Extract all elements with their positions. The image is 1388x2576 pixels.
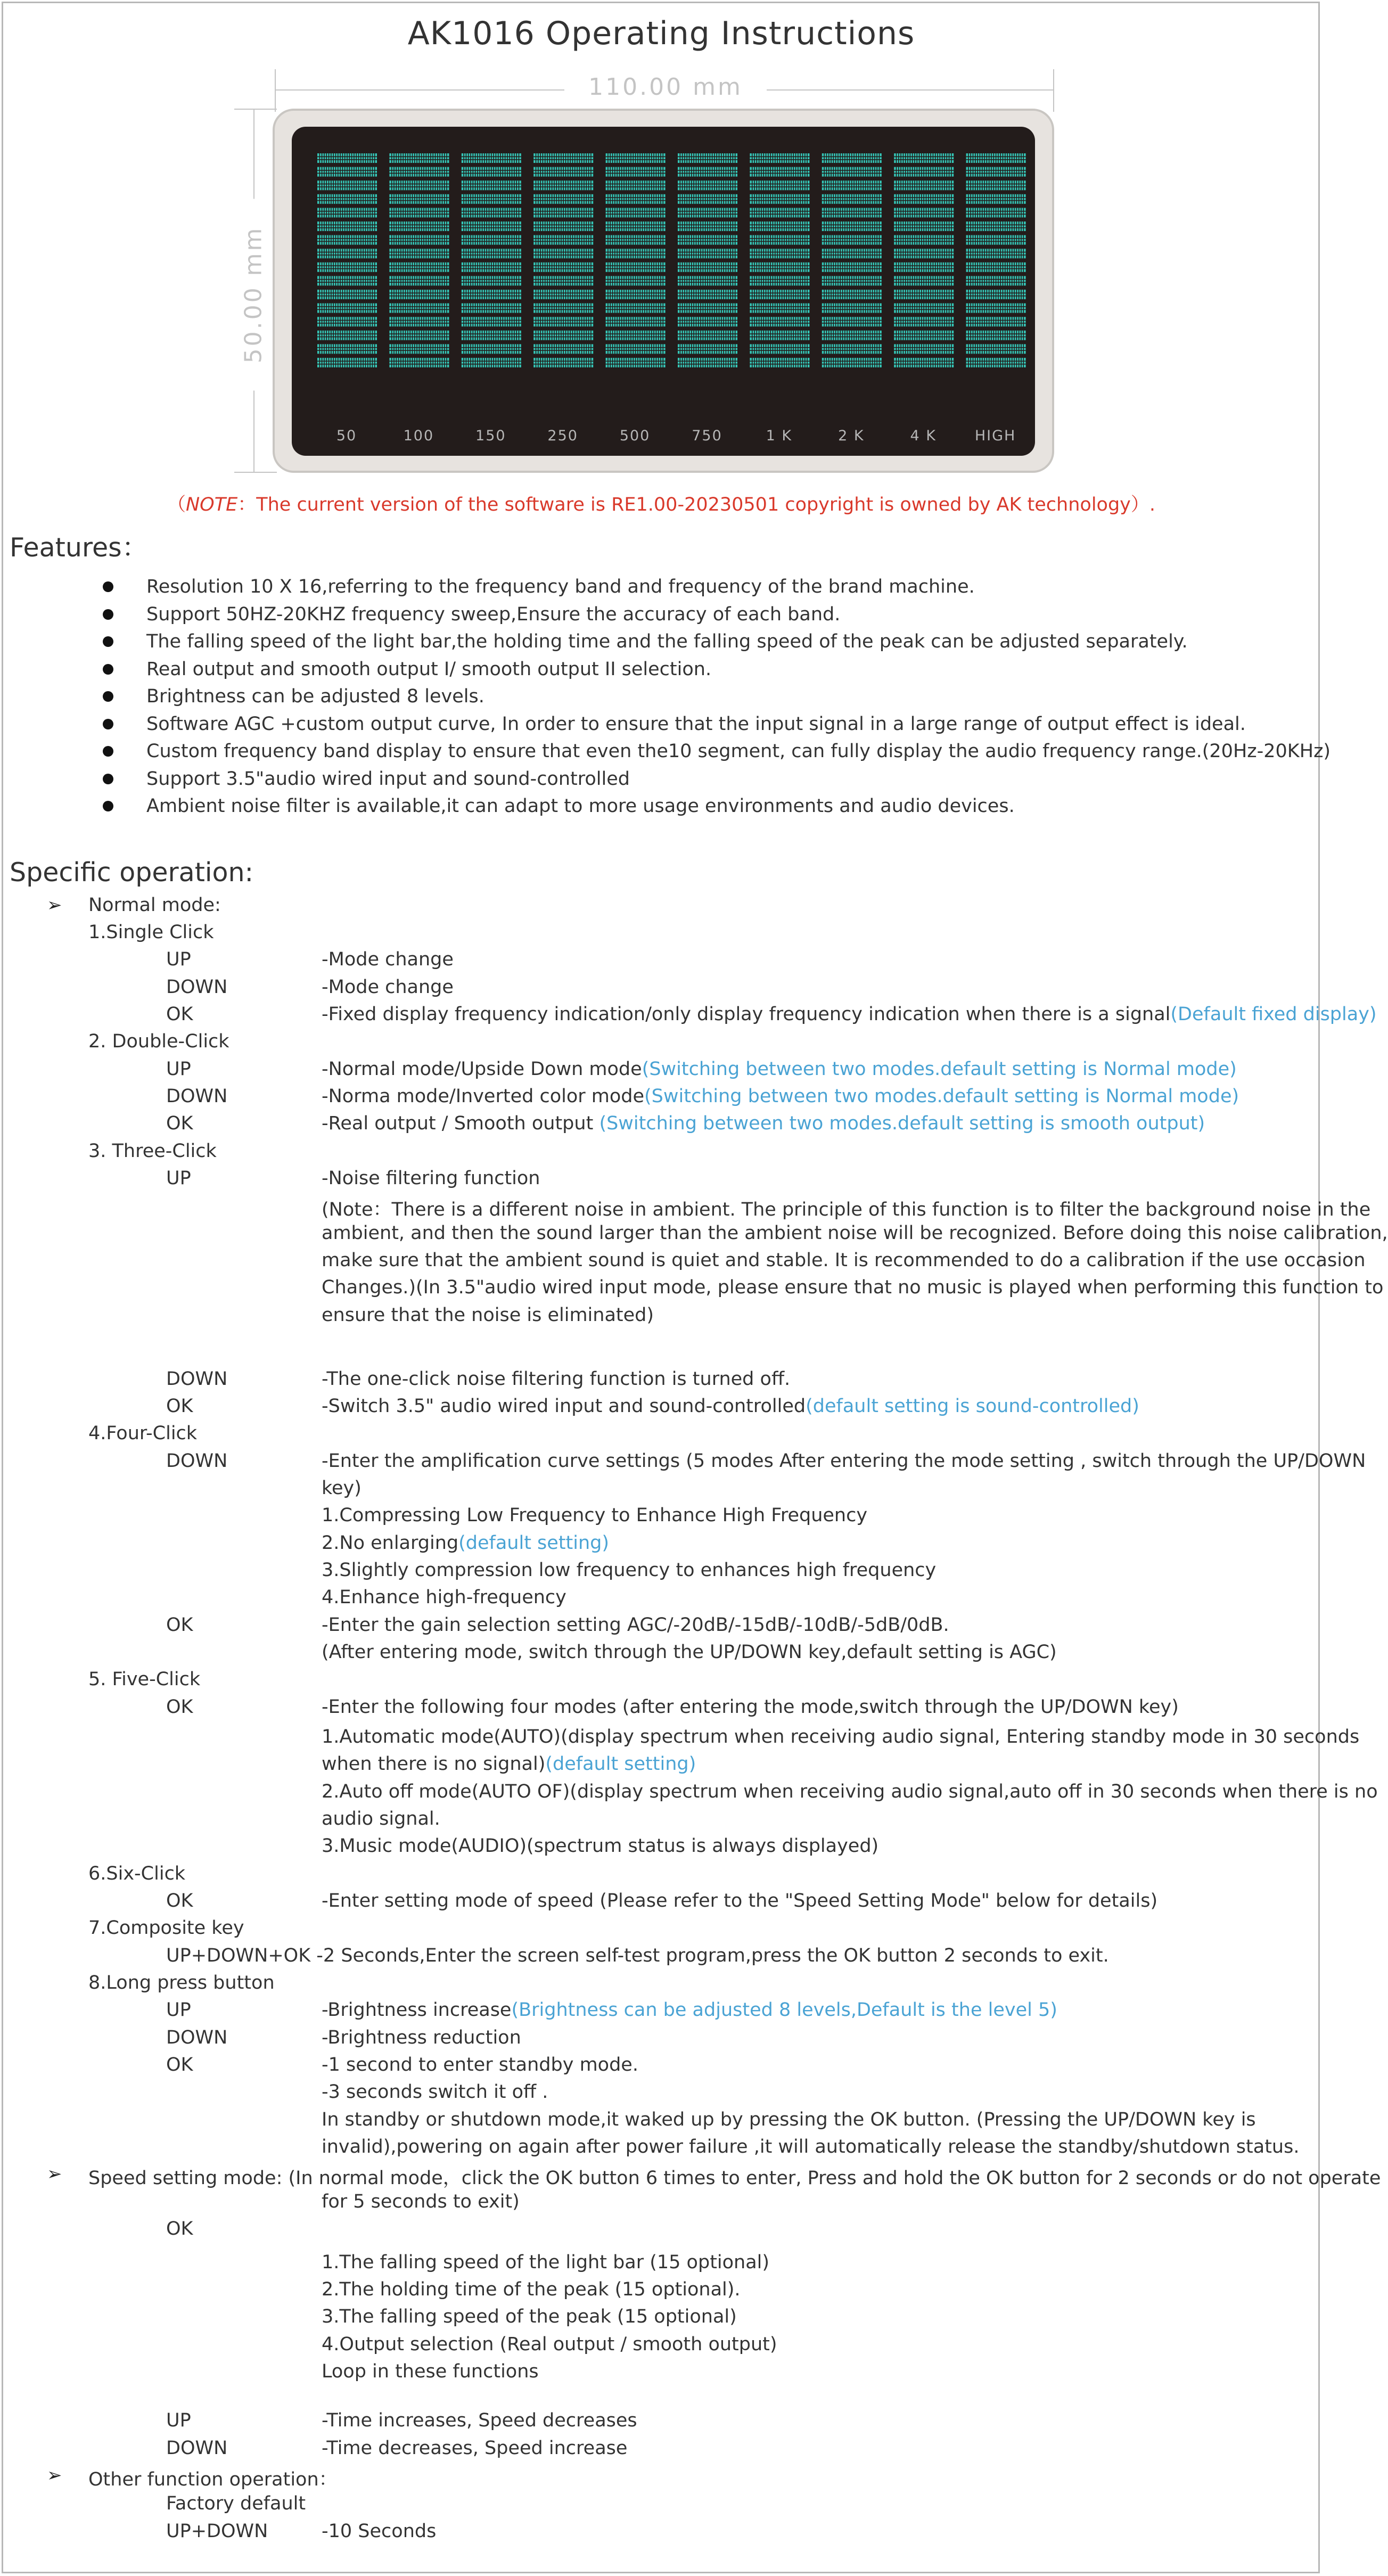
action-description: -The one-click noise filtering function is turned off. xyxy=(322,1368,791,1390)
led-segment xyxy=(894,221,954,231)
frequency-label: 2 K xyxy=(838,428,865,444)
action-description: -Switch 3.5" audio wired input and sound-controlled(default setting is sound-controlled) xyxy=(322,1396,1139,1417)
curve-option: 4.Enhance high-frequency xyxy=(322,1587,566,1608)
led-segment xyxy=(462,276,521,285)
key-label: UP+DOWN xyxy=(166,2521,268,2542)
factory-default-label: Factory default xyxy=(166,2493,306,2514)
led-segment xyxy=(462,262,521,272)
curve-option: 3.Slightly compression low frequency to enhances high frequency xyxy=(322,1560,937,1581)
led-segment xyxy=(678,221,737,231)
led-segment xyxy=(678,194,737,204)
key-label: OK xyxy=(166,1004,193,1025)
key-label: OK xyxy=(166,2218,193,2239)
key-label: UP xyxy=(166,2410,191,2431)
action-description: -10 Seconds xyxy=(322,2521,437,2542)
default-hint: (default setting) xyxy=(458,1532,610,1554)
led-segment xyxy=(462,331,521,340)
default-hint: (Brightness can be adjusted 8 levels,Default is the level 5) xyxy=(511,1999,1057,2021)
feature-item: Support 3.5"audio wired input and sound-controlled xyxy=(146,768,630,790)
key-label: OK xyxy=(166,2054,193,2075)
led-segment xyxy=(533,249,593,258)
action-description: -Time increases, Speed decreases xyxy=(322,2410,637,2431)
led-segment xyxy=(389,235,449,245)
led-segment xyxy=(462,194,521,204)
led-segment xyxy=(966,249,1026,258)
led-segment xyxy=(606,221,666,231)
frequency-label: 1 K xyxy=(766,428,793,444)
five-click-title: 5. Five-Click xyxy=(88,1669,201,1690)
led-segment xyxy=(750,276,809,285)
led-segment xyxy=(822,262,882,272)
action-description: -Noise filtering function xyxy=(322,1168,540,1189)
mode-option: 1.Automatic mode(AUTO)(display spectrum when receiving audio signal, Entering standby mode in 30 seconds xyxy=(322,1726,1360,1748)
led-segment xyxy=(606,262,666,272)
led-segment xyxy=(966,344,1026,354)
mode-option: 3.Music mode(AUDIO)(spectrum status is always displayed) xyxy=(322,1835,879,1857)
long-press-title: 8.Long press button xyxy=(88,1972,275,1993)
led-segment xyxy=(894,303,954,313)
led-segment xyxy=(678,317,737,326)
led-segment xyxy=(606,276,666,285)
led-segment xyxy=(678,167,737,177)
led-segment xyxy=(462,249,521,258)
composite-key-title: 7.Composite key xyxy=(88,1917,244,1939)
action-description: -Enter the following four modes (after entering the mode,switch through the UP/DOWN key) xyxy=(322,1696,1179,1718)
other-function-title: Other function operation： xyxy=(88,2469,338,2490)
feature-item: Support 50HZ-20KHZ frequency sweep,Ensure the accuracy of each band. xyxy=(146,604,841,625)
bullet-dot-icon xyxy=(103,719,113,729)
led-segment xyxy=(750,249,809,258)
led-segment xyxy=(462,317,521,326)
led-segment xyxy=(533,290,593,299)
led-segment xyxy=(317,290,377,299)
led-segment xyxy=(966,194,1026,204)
led-segment xyxy=(389,303,449,313)
led-segment xyxy=(822,276,882,285)
noise-note-line: ensure that the noise is eliminated) xyxy=(322,1305,654,1326)
led-segment xyxy=(533,181,593,190)
double-click-title: 2. Double-Click xyxy=(88,1031,229,1052)
action-description: -Norma mode/Inverted color mode(Switching between two modes.default setting is Normal mode) xyxy=(322,1086,1239,1107)
feature-item: Brightness can be adjusted 8 levels. xyxy=(146,686,484,707)
led-segment xyxy=(462,358,521,367)
device-illustration xyxy=(273,109,1054,473)
led-segment xyxy=(750,262,809,272)
led-segment xyxy=(894,262,954,272)
feature-item: Custom frequency band display to ensure that even the10 segment, can fully display the audio frequency range.(20Hz-20KHz) xyxy=(146,741,1331,762)
arrow-bullet-icon: ➢ xyxy=(47,895,62,916)
frequency-label: 4 K xyxy=(910,428,937,444)
led-segment xyxy=(317,303,377,313)
led-segment xyxy=(966,208,1026,217)
led-segment xyxy=(966,276,1026,285)
led-segment xyxy=(389,208,449,217)
action-description: -Enter setting mode of speed (Please refer to the "Speed Setting Mode" below for details) xyxy=(322,1890,1158,1912)
arrow-bullet-icon: ➢ xyxy=(47,2163,62,2185)
led-segment xyxy=(606,249,666,258)
curve-option: 1.Compressing Low Frequency to Enhance High Frequency xyxy=(322,1505,868,1526)
feature-item: Ambient noise filter is available,it can adapt to more usage environments and audio devices. xyxy=(146,795,1015,817)
led-segment xyxy=(606,290,666,299)
led-segment xyxy=(678,303,737,313)
led-segment xyxy=(606,303,666,313)
led-segment xyxy=(606,358,666,367)
six-click-title: 6.Six-Click xyxy=(88,1863,186,1884)
key-label: OK xyxy=(166,1890,193,1912)
key-label: OK xyxy=(166,1113,193,1134)
led-segment xyxy=(966,221,1026,231)
four-click-title: 4.Four-Click xyxy=(88,1423,198,1444)
action-description: -Brightness reduction xyxy=(322,2027,521,2048)
noise-note-line: make sure that the ambient sound is quiet and stable. It is recommended to do a calibration if the use occasion xyxy=(322,1250,1366,1271)
bullet-dot-icon xyxy=(103,746,113,757)
action-description: -Enter the gain selection setting AGC/-20dB/-15dB/-10dB/-5dB/0dB. xyxy=(322,1614,949,1636)
led-segment xyxy=(750,358,809,367)
led-segment xyxy=(462,167,521,177)
speed-option: 2.The holding time of the peak (15 optional). xyxy=(322,2279,741,2300)
led-segment xyxy=(462,208,521,217)
key-label: DOWN xyxy=(166,1450,228,1472)
led-segment xyxy=(462,303,521,313)
frequency-label: 250 xyxy=(547,428,578,444)
frequency-label: 50 xyxy=(336,428,357,444)
height-dimension-tick-bottom xyxy=(234,472,277,473)
key-label: DOWN xyxy=(166,2438,228,2459)
default-hint: (Switching between two modes.default setting is Normal mode) xyxy=(644,1086,1239,1107)
led-segment xyxy=(606,208,666,217)
led-segment xyxy=(533,153,593,163)
led-segment xyxy=(822,317,882,326)
default-hint: (default setting) xyxy=(545,1753,696,1775)
mode-option: audio signal. xyxy=(322,1808,440,1830)
key-label: UP xyxy=(166,949,191,970)
action-description: -Real output / Smooth output (Switching between two modes.default setting is smooth output) xyxy=(322,1113,1205,1134)
led-segment xyxy=(606,167,666,177)
led-segment xyxy=(462,221,521,231)
led-segment xyxy=(678,358,737,367)
led-segment xyxy=(822,358,882,367)
led-segment xyxy=(894,358,954,367)
frequency-label: 150 xyxy=(475,428,506,444)
action-description: -Fixed display frequency indication/only display frequency indication when there is a signal(Default fixed display) xyxy=(322,1004,1377,1025)
frequency-label: HIGH xyxy=(974,428,1016,444)
led-segment xyxy=(822,208,882,217)
led-segment xyxy=(389,358,449,367)
bullet-dot-icon xyxy=(103,636,113,647)
led-segment xyxy=(750,344,809,354)
led-segment xyxy=(822,235,882,245)
led-segment xyxy=(678,290,737,299)
action-description: In standby or shutdown mode,it waked up by pressing the OK button. (Pressing the UP/DOWN key is xyxy=(322,2109,1256,2130)
led-segment xyxy=(317,249,377,258)
led-segment xyxy=(389,249,449,258)
noise-note-line: ambient, and then the sound larger than the ambient noise will be recognized. Before doing this noise calibration, xyxy=(322,1223,1388,1244)
led-segment xyxy=(317,317,377,326)
led-segment xyxy=(822,153,882,163)
led-segment xyxy=(462,344,521,354)
led-segment xyxy=(389,276,449,285)
bullet-dot-icon xyxy=(103,581,113,592)
led-segment xyxy=(894,235,954,245)
led-segment xyxy=(533,317,593,326)
led-segment xyxy=(678,276,737,285)
height-dimension-tick-top xyxy=(234,109,277,110)
feature-item: Software AGC +custom output curve, In order to ensure that the input signal in a large range of output effect is ideal. xyxy=(146,713,1246,735)
led-segment xyxy=(462,235,521,245)
noise-note-line: Changes.)(In 3.5"audio wired input mode, please ensure that no music is played when performing this function to xyxy=(322,1277,1384,1298)
led-segment xyxy=(894,290,954,299)
key-label: DOWN xyxy=(166,1368,228,1390)
frequency-label: 750 xyxy=(692,428,722,444)
led-segment xyxy=(966,262,1026,272)
led-segment xyxy=(533,276,593,285)
led-segment xyxy=(317,331,377,340)
led-segment xyxy=(317,181,377,190)
led-segment xyxy=(317,276,377,285)
led-segment xyxy=(678,235,737,245)
led-segment xyxy=(606,235,666,245)
led-segment xyxy=(317,194,377,204)
features-heading: Features： xyxy=(10,532,148,563)
led-segment xyxy=(966,358,1026,367)
led-segment xyxy=(894,331,954,340)
action-description: -Normal mode/Upside Down mode(Switching between two modes.default setting is Normal mode) xyxy=(322,1059,1237,1080)
curve-option: 2.No enlarging(default setting) xyxy=(322,1532,610,1554)
led-segment xyxy=(533,331,593,340)
key-label: OK xyxy=(166,1614,193,1636)
led-segment xyxy=(606,344,666,354)
led-segment xyxy=(389,331,449,340)
led-segment xyxy=(750,235,809,245)
led-segment xyxy=(822,290,882,299)
led-segment xyxy=(389,317,449,326)
led-segment xyxy=(533,358,593,367)
led-segment xyxy=(822,181,882,190)
key-label: OK xyxy=(166,1696,193,1718)
led-segment xyxy=(750,208,809,217)
led-segment xyxy=(894,249,954,258)
action-description: -1 second to enter standby mode. xyxy=(322,2054,638,2075)
led-segment xyxy=(750,317,809,326)
page-title: AK1016 Operating Instructions xyxy=(407,15,915,52)
led-segment xyxy=(606,317,666,326)
led-segment xyxy=(606,194,666,204)
led-segment xyxy=(389,194,449,204)
led-segment xyxy=(317,344,377,354)
action-description: -Mode change xyxy=(322,949,454,970)
led-segment xyxy=(894,181,954,190)
feature-item: The falling speed of the light bar,the holding time and the falling speed of the peak can be adjusted separately. xyxy=(146,631,1188,652)
normal-mode-label: Normal mode: xyxy=(88,895,221,916)
bullet-dot-icon xyxy=(103,691,113,702)
led-segment xyxy=(822,331,882,340)
key-label: DOWN xyxy=(166,1086,228,1107)
key-label: OK xyxy=(166,1396,193,1417)
led-segment xyxy=(966,181,1026,190)
led-segment xyxy=(678,208,737,217)
led-segment xyxy=(533,194,593,204)
speed-setting-intro: for 5 seconds to exit) xyxy=(322,2191,520,2212)
led-segment xyxy=(317,153,377,163)
action-description: -Brightness increase(Brightness can be adjusted 8 levels,Default is the level 5) xyxy=(322,1999,1057,2021)
led-segment xyxy=(533,208,593,217)
led-segment xyxy=(966,331,1026,340)
led-segment xyxy=(750,181,809,190)
led-segment xyxy=(822,221,882,231)
feature-item: Real output and smooth output I/ smooth output II selection. xyxy=(146,659,712,680)
led-segment xyxy=(678,249,737,258)
action-description: -Time decreases, Speed increase xyxy=(322,2438,628,2459)
led-segment xyxy=(606,331,666,340)
feature-item: Resolution 10 X 16,referring to the frequency band and frequency of the brand machine. xyxy=(146,576,975,597)
led-segment xyxy=(750,290,809,299)
key-label: UP xyxy=(166,1059,191,1080)
led-segment xyxy=(966,303,1026,313)
version-note: （NOTE：The current version of the software is RE1.00-20230501 copyright is owned by AK technology）. xyxy=(167,494,1156,515)
default-hint: (Switching between two modes.default setting is smooth output) xyxy=(599,1113,1205,1134)
led-segment xyxy=(533,221,593,231)
led-segment xyxy=(966,290,1026,299)
led-segment xyxy=(389,221,449,231)
bullet-dot-icon xyxy=(103,774,113,784)
led-segment xyxy=(750,331,809,340)
led-segment xyxy=(317,221,377,231)
led-segment xyxy=(462,153,521,163)
led-segment xyxy=(678,262,737,272)
led-segment xyxy=(606,153,666,163)
led-segment xyxy=(822,167,882,177)
specific-operation-heading: Specific operation: xyxy=(10,857,254,888)
three-click-title: 3. Three-Click xyxy=(88,1141,217,1162)
action-description: invalid),powering on again after power failure ,it will automatically release the standby/shutdown status. xyxy=(322,2136,1300,2157)
led-segment xyxy=(750,303,809,313)
spectrum-display xyxy=(292,127,1035,456)
action-description: -Mode change xyxy=(322,977,454,998)
width-dimension-tick-right xyxy=(1053,69,1054,112)
led-segment xyxy=(389,344,449,354)
led-segment xyxy=(462,290,521,299)
led-segment xyxy=(533,262,593,272)
height-dimension-label: 50.00 mm xyxy=(240,199,267,391)
action-description: UP+DOWN+OK -2 Seconds,Enter the screen self-test program,press the OK button 2 seconds to exit. xyxy=(166,1945,1109,1966)
led-segment xyxy=(678,344,737,354)
key-label: UP xyxy=(166,1999,191,2021)
led-segment xyxy=(750,167,809,177)
led-segment xyxy=(894,276,954,285)
default-hint: (Switching between two modes.default setting is Normal mode) xyxy=(642,1059,1237,1080)
led-segment xyxy=(894,167,954,177)
led-segment xyxy=(750,153,809,163)
key-label: DOWN xyxy=(166,2027,228,2048)
led-segment xyxy=(894,153,954,163)
arrow-bullet-icon: ➢ xyxy=(47,2465,62,2486)
single-click-title: 1.Single Click xyxy=(88,922,214,943)
led-segment xyxy=(389,181,449,190)
led-segment xyxy=(389,153,449,163)
action-description: -Enter the amplification curve settings (5 modes After entering the mode setting , switch through the UP/DOWN xyxy=(322,1450,1366,1472)
led-segment xyxy=(966,317,1026,326)
led-segment xyxy=(822,344,882,354)
bullet-dot-icon xyxy=(103,664,113,675)
led-segment xyxy=(678,153,737,163)
action-description: key) xyxy=(322,1478,362,1499)
led-segment xyxy=(966,153,1026,163)
led-segment xyxy=(317,235,377,245)
mode-option: 2.Auto off mode(AUTO OF)(display spectrum when receiving audio signal,auto off in 30 seconds when there is no xyxy=(322,1781,1378,1802)
led-segment xyxy=(894,208,954,217)
led-segment xyxy=(533,344,593,354)
speed-option: 4.Output selection (Real output / smooth output) xyxy=(322,2334,777,2355)
led-segment xyxy=(389,262,449,272)
led-segment xyxy=(822,194,882,204)
led-segment xyxy=(966,235,1026,245)
width-dimension-label: 110.00 mm xyxy=(564,73,767,101)
bullet-dot-icon xyxy=(103,801,113,811)
frequency-label: 500 xyxy=(619,428,651,444)
key-label: DOWN xyxy=(166,977,228,998)
frequency-label: 100 xyxy=(403,428,434,444)
speed-setting-intro: Speed setting mode: (In normal mode，click the OK button 6 times to enter, Press and hold the OK button for 2 seconds or do not operate xyxy=(88,2168,1381,2189)
action-description: -3 seconds switch it off . xyxy=(322,2081,548,2103)
led-segment xyxy=(750,221,809,231)
led-segment xyxy=(317,208,377,217)
action-description: (After entering mode, switch through the UP/DOWN key,default setting is AGC) xyxy=(322,1642,1057,1663)
mode-option: when there is no signal)(default setting) xyxy=(322,1753,696,1775)
speed-option: Loop in these functions xyxy=(322,2361,539,2382)
led-segment xyxy=(533,235,593,245)
led-segment xyxy=(822,303,882,313)
led-segment xyxy=(678,331,737,340)
led-segment xyxy=(894,194,954,204)
width-dimension-tick-left xyxy=(275,69,276,112)
led-segment xyxy=(317,262,377,272)
led-segment xyxy=(606,181,666,190)
led-segment xyxy=(966,167,1026,177)
speed-option: 1.The falling speed of the light bar (15 optional) xyxy=(322,2252,770,2273)
led-segment xyxy=(462,181,521,190)
led-segment xyxy=(317,358,377,367)
led-matrix xyxy=(292,127,1035,456)
led-segment xyxy=(533,303,593,313)
led-segment xyxy=(389,290,449,299)
noise-note-line: (Note：There is a different noise in ambient. The principle of this function is to filter the background noise in the xyxy=(322,1199,1371,1220)
led-segment xyxy=(678,181,737,190)
default-hint: (Default fixed display) xyxy=(1170,1004,1377,1025)
key-label: UP xyxy=(166,1168,191,1189)
speed-option: 3.The falling speed of the peak (15 optional) xyxy=(322,2306,737,2327)
default-hint: (default setting is sound-controlled) xyxy=(806,1396,1139,1417)
led-segment xyxy=(894,344,954,354)
led-segment xyxy=(750,194,809,204)
led-segment xyxy=(317,167,377,177)
bullet-dot-icon xyxy=(103,609,113,620)
led-segment xyxy=(389,167,449,177)
led-segment xyxy=(894,317,954,326)
led-segment xyxy=(533,167,593,177)
led-segment xyxy=(822,249,882,258)
